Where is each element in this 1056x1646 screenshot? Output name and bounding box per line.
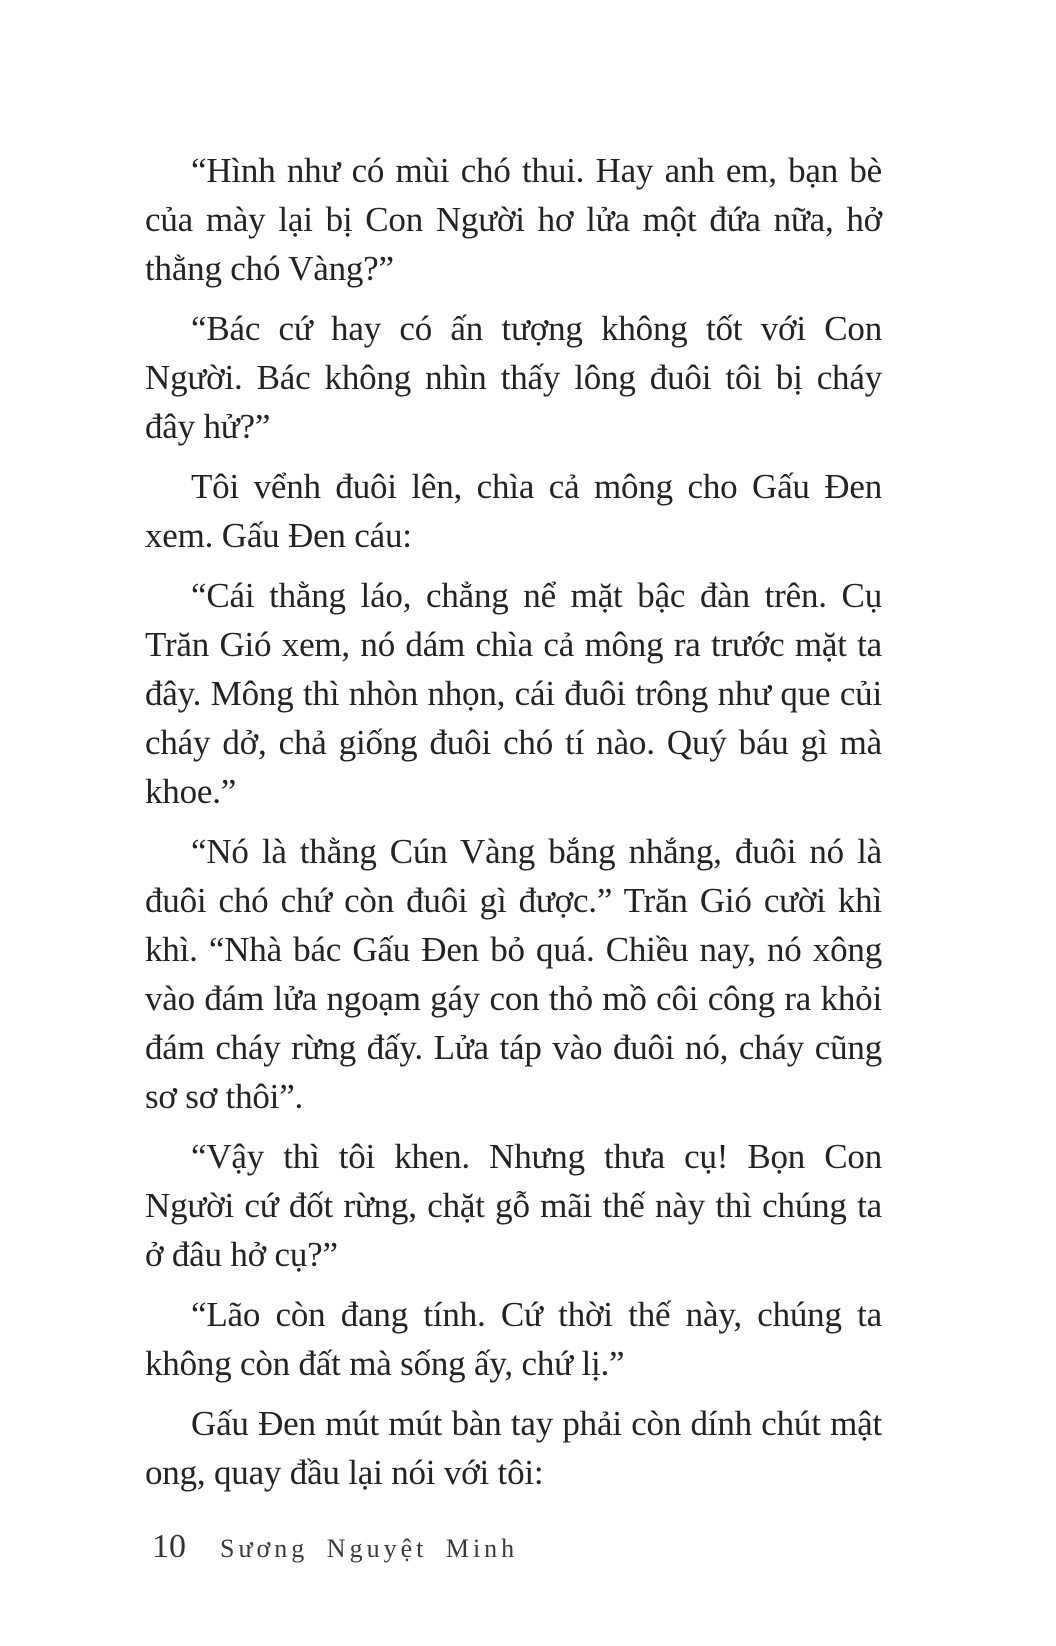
paragraph: “Lão còn đang tính. Cứ thời thế này, chúng ta không còn đất mà sống ấy, chứ lị.” [145,1295,882,1383]
running-footer-author: Sương Nguyệt Minh [220,1534,519,1563]
body-text [145,146,882,1508]
paragraph: “Hình như có mùi chó thui. Hay anh em, bạn bè của mày lại bị Con Người hơ lửa một đứa nữa, hở thằng chó Vàng?” [145,151,882,288]
paragraph: “Bác cứ hay có ấn tượng không tốt với Con Người. Bác không nhìn thấy lông đuôi tôi bị cháy đây hử?” [145,309,882,446]
paragraph: Gấu Đen mút mút bàn tay phải còn dính chút mật ong, quay đầu lại nói với tôi: [145,1404,882,1492]
paragraph: “Vậy thì tôi khen. Nhưng thưa cụ! Bọn Con Người cứ đốt rừng, chặt gỗ mãi thế này thì chúng ta ở đâu hở cụ?” [145,1137,882,1274]
paragraph: “Nó là thằng Cún Vàng bắng nhắng, đuôi nó là đuôi chó chứ còn đuôi gì được.” Trăn Gió cười khì khì. “Nhà bác Gấu Đen bỏ quá. Chiều nay, nó xông vào đám lửa ngoạm gáy con thỏ mồ côi công ra khỏi đám cháy rừng đấy. Lửa táp vào đuôi nó, cháy cũng sơ sơ thôi”. [145,832,882,1116]
page-footer [152,1528,518,1566]
paragraph: “Cái thằng láo, chẳng nể mặt bậc đàn trên. Cụ Trăn Gió xem, nó dám chìa cả mông ra trước mặt ta đây. Mông thì nhòn nhọn, cái đuôi trông như que củi cháy dở, chả giống đuôi chó tí nào. Quý báu gì mà khoe.” [145,576,882,811]
page-number: 10 [152,1528,186,1565]
paragraph: Tôi vểnh đuôi lên, chìa cả mông cho Gấu Đen xem. Gấu Đen cáu: [145,467,882,555]
